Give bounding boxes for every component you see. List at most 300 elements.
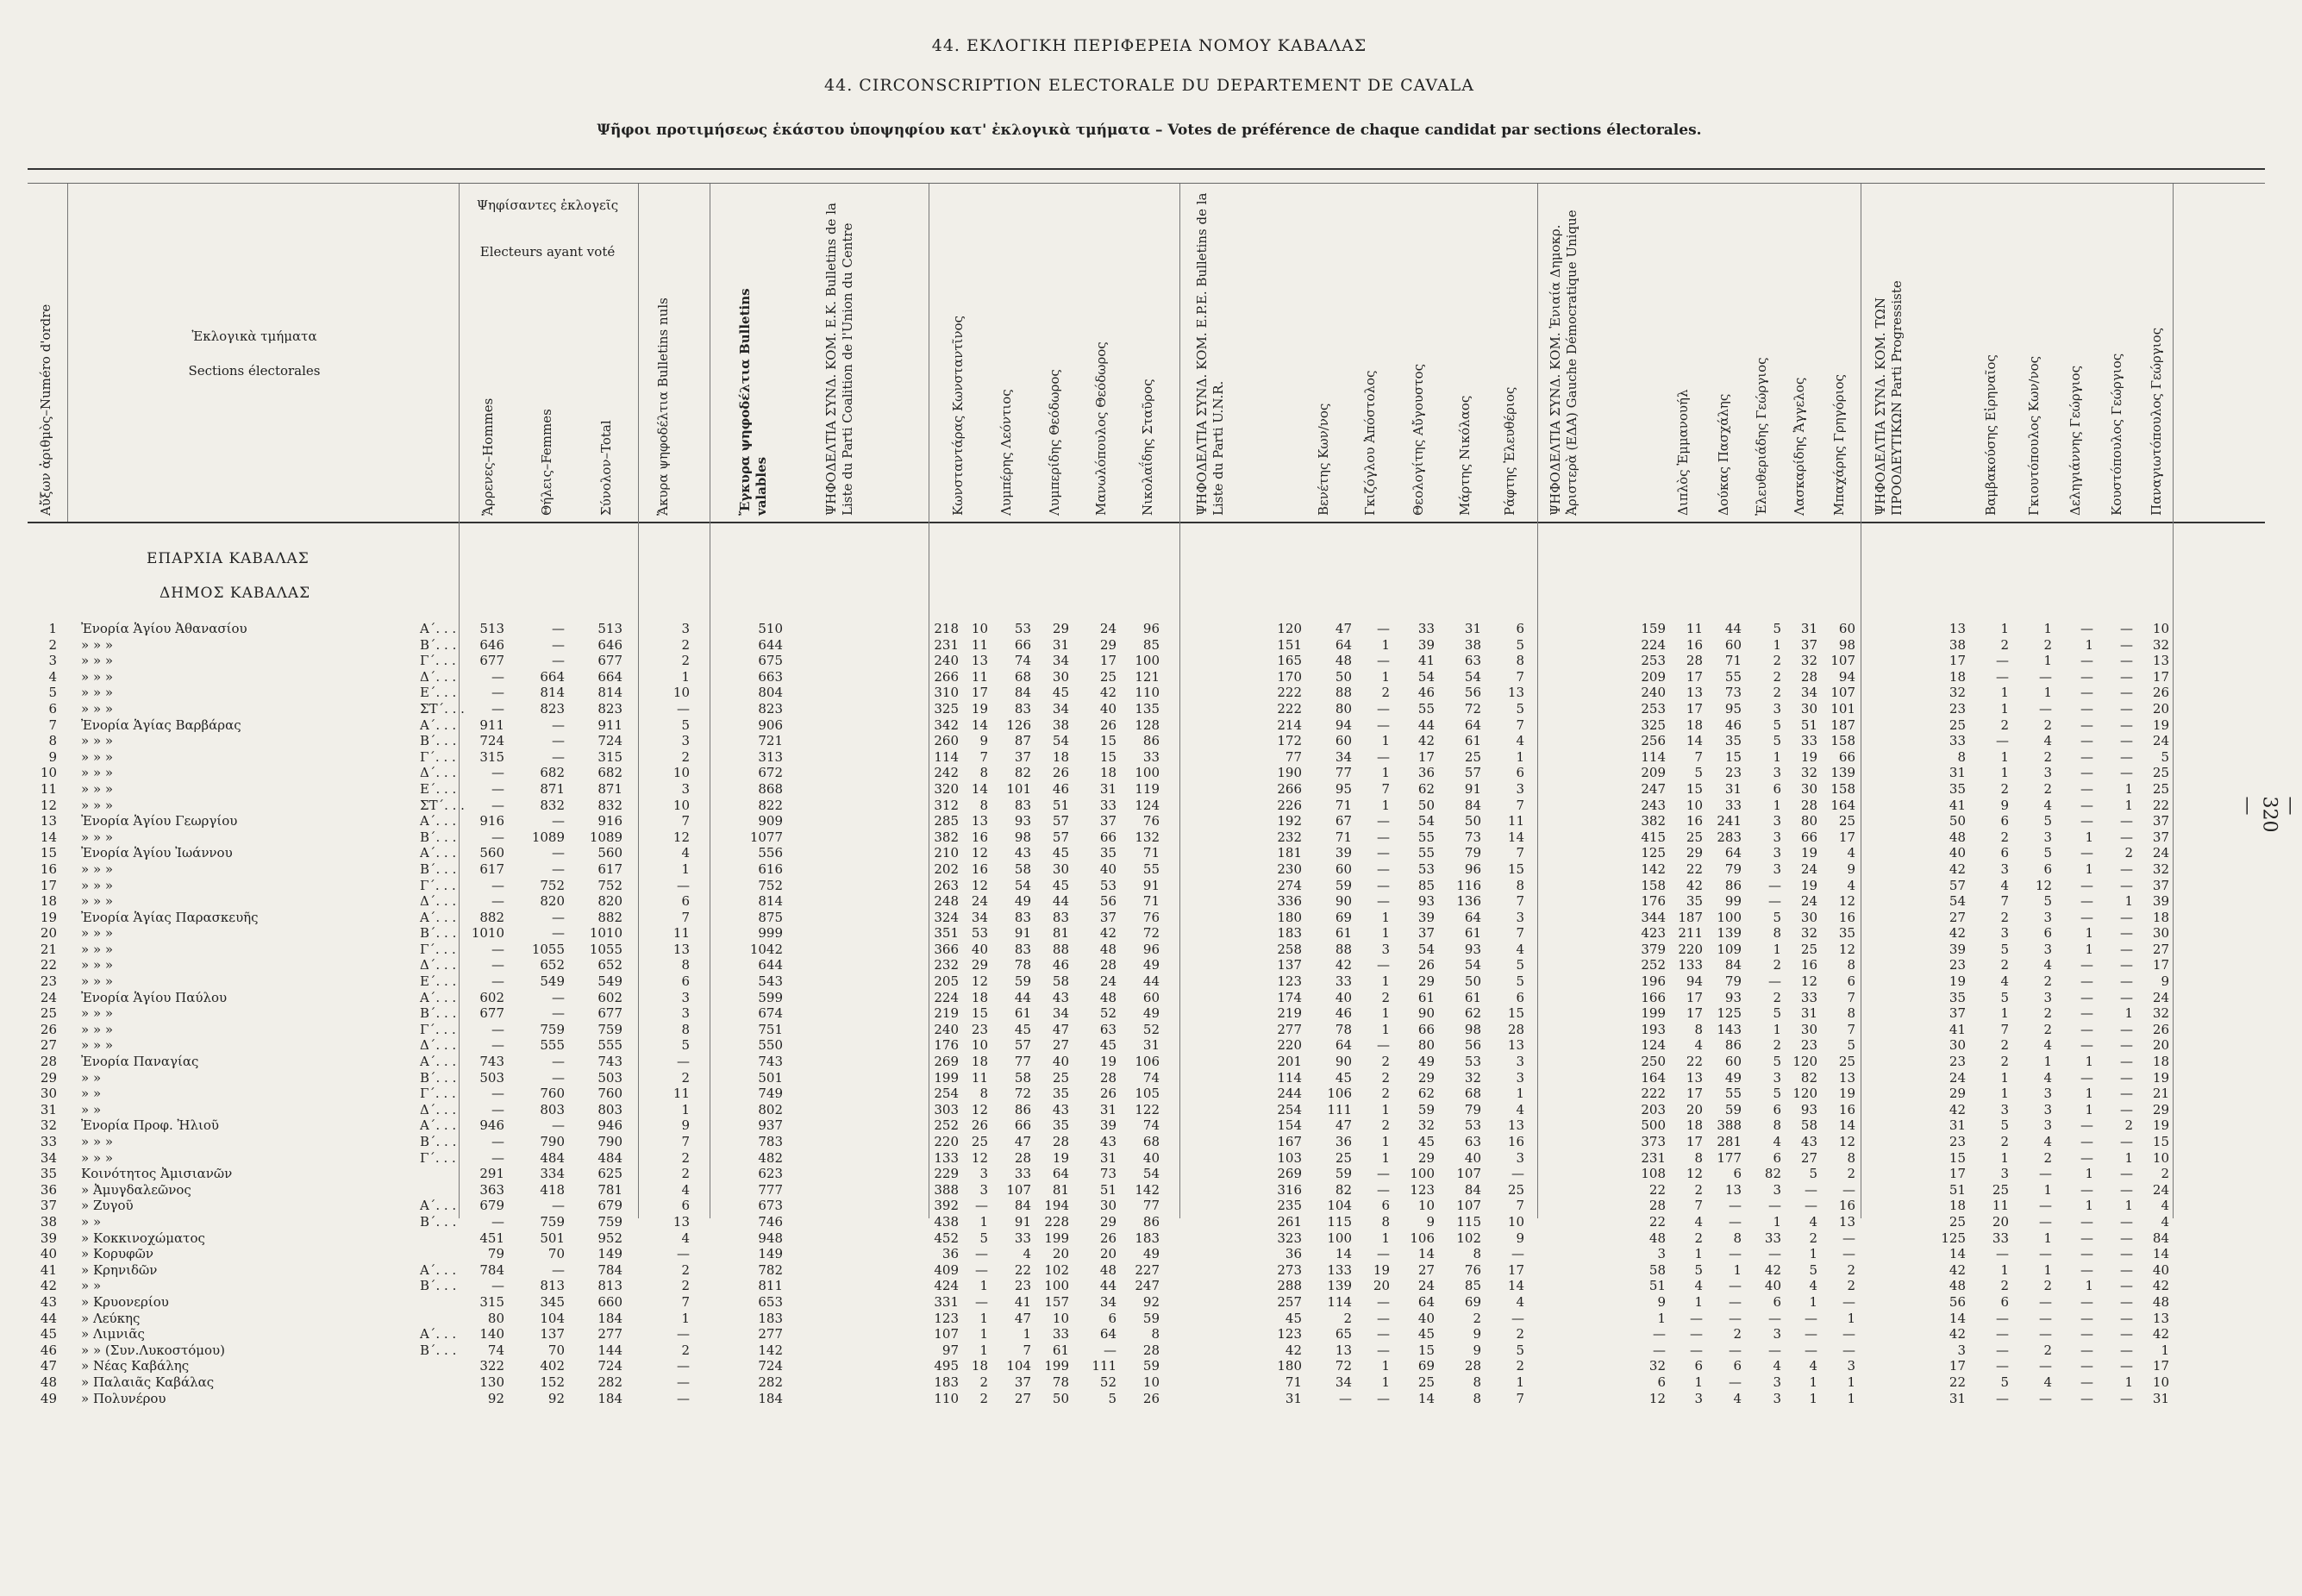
table-cell: 32 xyxy=(1648,1358,1666,1374)
table-cell: 93 xyxy=(1464,941,1481,957)
table-cell: 135 xyxy=(1135,700,1160,717)
table-cell: 123 xyxy=(934,1310,959,1326)
table-cell: 17 xyxy=(1686,1134,1703,1149)
table-cell: 1 xyxy=(1773,1021,1781,1037)
table-cell: 20 xyxy=(1992,1213,2009,1230)
table-cell: — xyxy=(2080,1021,2093,1037)
table-cell: 25 xyxy=(1335,1149,1352,1166)
table-cell: 746 xyxy=(758,1213,783,1230)
row-number: 6 xyxy=(48,700,57,717)
table-cell: 2 xyxy=(1773,1037,1781,1054)
table-cell: 29 xyxy=(1417,1069,1435,1086)
table-cell: 2 xyxy=(2000,1278,2009,1294)
table-cell: — xyxy=(1805,1326,1817,1343)
table-cell: 73 xyxy=(1724,685,1742,701)
section-name: » » » xyxy=(81,1134,114,1149)
section-name: » » (Συν.Λυκοστόμου) xyxy=(81,1342,226,1358)
table-cell: 679 xyxy=(479,1198,504,1214)
table-row xyxy=(28,669,2265,685)
table-cell: 33 xyxy=(1099,797,1117,813)
table-cell: — xyxy=(975,1293,988,1310)
row-number: 37 xyxy=(40,1198,57,1214)
table-cell: — xyxy=(552,748,565,765)
table-cell: — xyxy=(491,780,504,797)
table-cell: 7 xyxy=(1694,1198,1703,1214)
table-cell: 652 xyxy=(540,957,565,973)
table-cell: 3 xyxy=(681,1005,690,1022)
table-cell: 7 xyxy=(1516,797,1524,813)
table-cell: 5 xyxy=(2043,813,2052,829)
table-cell: 26 xyxy=(1417,957,1435,973)
table-cell: — xyxy=(2080,1230,2093,1246)
table-cell: 42 xyxy=(1949,1326,1966,1343)
table-cell: 804 xyxy=(758,685,783,701)
table-cell: 3 xyxy=(1773,765,1781,781)
table-cell: 2 xyxy=(2043,717,2052,733)
col-men: Ἄρρενες–Hommes xyxy=(480,397,496,516)
table-cell: 12 xyxy=(971,1149,988,1166)
table-cell: 226 xyxy=(1277,797,1302,813)
section-name: » Πολυνέρου xyxy=(81,1390,166,1406)
table-cell: 107 xyxy=(1456,1198,1481,1214)
table-cell: — xyxy=(491,941,504,957)
table-cell: — xyxy=(975,1246,988,1262)
table-cell: — xyxy=(1768,1342,1781,1358)
table-cell: 2 xyxy=(1847,1278,1855,1294)
col-eda-c3: Ἐλευθεριάδης Γεώργιος xyxy=(1754,357,1769,516)
table-cell: 664 xyxy=(597,668,622,685)
table-cell: 392 xyxy=(934,1198,959,1214)
table-row xyxy=(28,637,2265,654)
table-cell: 13 xyxy=(1949,621,1966,636)
table-cell: 16 xyxy=(1838,909,1855,925)
table-cell: 28 xyxy=(1014,1149,1031,1166)
table-cell: 617 xyxy=(597,861,622,877)
table-cell: 26 xyxy=(971,1117,988,1134)
table-cell: 51 xyxy=(1800,717,1817,733)
table-cell: 132 xyxy=(1135,829,1160,845)
table-cell: 158 xyxy=(1641,877,1666,893)
table-cell: 152 xyxy=(540,1374,565,1390)
table-cell: 142 xyxy=(1641,861,1666,877)
table-cell: 40 xyxy=(1142,1149,1160,1166)
table-cell: 50 xyxy=(1464,813,1481,829)
table-cell: — xyxy=(1842,1230,1855,1246)
table-cell: 79 xyxy=(1464,1101,1481,1117)
table-cell: 47 xyxy=(1052,1021,1069,1037)
table-cell: 3 xyxy=(1694,1390,1703,1406)
table-cell: 81 xyxy=(1052,925,1069,942)
table-cell: — xyxy=(1377,1342,1390,1358)
table-cell: 549 xyxy=(597,973,622,990)
table-cell: 227 xyxy=(1135,1261,1160,1278)
table-cell: 2 xyxy=(2000,636,2009,653)
table-cell: — xyxy=(552,861,565,877)
table-cell: 3 xyxy=(1847,1358,1855,1374)
table-cell: 9 xyxy=(681,1117,690,1134)
section-sub: Α΄. . . xyxy=(420,717,457,733)
table-cell: — xyxy=(2080,1261,2093,1278)
table-cell: 47 xyxy=(1014,1134,1031,1149)
table-cell: 63 xyxy=(1464,653,1481,669)
table-row xyxy=(28,685,2265,701)
table-cell: 2 xyxy=(1694,1181,1703,1198)
table-cell: 6 xyxy=(1516,989,1524,1005)
table-cell: 8 xyxy=(1694,1149,1703,1166)
table-cell: 325 xyxy=(1641,717,1666,733)
table-cell: 2 xyxy=(2000,717,2009,733)
table-row xyxy=(28,1070,2265,1086)
table-cell: 52 xyxy=(1099,1005,1117,1022)
table-cell: — xyxy=(2080,780,2093,797)
table-row xyxy=(28,1374,2265,1391)
table-cell: 69 xyxy=(1464,1293,1481,1310)
title-french: 44. CIRCONSCRIPTION ELECTORALE DU DEPARTEMENT DE CAVALA xyxy=(824,76,1474,95)
table-cell: 123 xyxy=(1277,1326,1302,1343)
table-cell: 6 xyxy=(681,1198,690,1214)
table-cell: 820 xyxy=(597,893,622,910)
table-cell: 2 xyxy=(681,636,690,653)
table-cell: 2 xyxy=(1773,989,1781,1005)
section-sub: Α΄. . . xyxy=(420,813,457,829)
table-cell: 107 xyxy=(1830,653,1855,669)
row-number: 49 xyxy=(40,1390,57,1406)
table-cell: 4 xyxy=(681,1181,690,1198)
table-cell: — xyxy=(491,1021,504,1037)
table-cell: 27 xyxy=(1417,1261,1435,1278)
table-cell: 71 xyxy=(1142,893,1160,910)
table-cell: 220 xyxy=(1678,941,1703,957)
table-cell: 90 xyxy=(1417,1005,1435,1022)
table-cell: — xyxy=(2120,1358,2133,1374)
table-cell: — xyxy=(1377,1326,1390,1343)
table-cell: 16 xyxy=(1686,636,1703,653)
col-ere-c4: Μάρτης Νικόλαος xyxy=(1457,395,1473,516)
table-cell: 916 xyxy=(479,813,504,829)
table-cell: — xyxy=(1842,1326,1855,1343)
table-cell: 3 xyxy=(1773,813,1781,829)
table-cell: 40 xyxy=(1764,1278,1781,1294)
table-cell: 4 xyxy=(1023,1246,1031,1262)
table-cell: 47 xyxy=(1014,1310,1031,1326)
table-cell: 25 xyxy=(1417,1374,1435,1390)
table-cell: 26 xyxy=(1099,717,1117,733)
table-cell: 7 xyxy=(1381,780,1390,797)
section-name: » » » xyxy=(81,780,114,797)
table-cell: 36 xyxy=(1335,1134,1352,1149)
table-cell: 1 xyxy=(1694,1246,1703,1262)
table-cell: 4 xyxy=(2043,797,2052,813)
table-cell: — xyxy=(2120,1069,2133,1086)
table-cell: 252 xyxy=(1641,957,1666,973)
table-cell: 3 xyxy=(1773,700,1781,717)
table-cell: 71 xyxy=(1142,845,1160,861)
table-cell: 1 xyxy=(1381,1358,1390,1374)
section-sub: Ε΄. . . xyxy=(420,780,457,797)
table-cell: 13 xyxy=(2152,653,2169,669)
table-cell: 721 xyxy=(758,733,783,749)
table-cell: 14 xyxy=(2152,1246,2169,1262)
table-cell: 543 xyxy=(758,973,783,990)
table-cell: 14 xyxy=(1949,1246,1966,1262)
table-cell: 617 xyxy=(479,861,504,877)
table-cell: 220 xyxy=(934,1134,959,1149)
table-cell: 556 xyxy=(758,845,783,861)
col-ek-c5: Νικολαΐδης Σταῦρος xyxy=(1140,379,1155,516)
section-sub: Γ΄. . . xyxy=(420,1149,456,1166)
table-cell: 247 xyxy=(1641,780,1666,797)
table-cell: — xyxy=(1377,717,1390,733)
table-cell: — xyxy=(1729,1293,1742,1310)
col-pp-c5: Παναγιωτόπουλος Γεώργιος xyxy=(2149,327,2164,516)
table-cell: 3 xyxy=(2043,1117,2052,1134)
table-cell: 266 xyxy=(934,668,959,685)
table-cell: 120 xyxy=(1792,1054,1817,1070)
row-number: 3 xyxy=(48,653,57,669)
table-cell: 46 xyxy=(1417,685,1435,701)
table-cell: 8 xyxy=(1516,653,1524,669)
table-cell: 159 xyxy=(1641,621,1666,636)
table-cell: 43 xyxy=(1800,1134,1817,1149)
table-cell: 38 xyxy=(1464,636,1481,653)
table-cell: 5 xyxy=(2000,1374,2009,1390)
table-cell: 3 xyxy=(1773,1069,1781,1086)
table-cell: 199 xyxy=(934,1069,959,1086)
table-cell: 240 xyxy=(934,1021,959,1037)
table-cell: 13 xyxy=(1686,1069,1703,1086)
table-cell: 752 xyxy=(597,877,622,893)
table-cell: — xyxy=(2120,1261,2133,1278)
table-cell: 100 xyxy=(1135,765,1160,781)
table-cell: 99 xyxy=(1724,893,1742,910)
table-cell: 503 xyxy=(479,1069,504,1086)
table-cell: 30 xyxy=(1949,1037,1966,1054)
table-cell: 101 xyxy=(1830,700,1855,717)
table-cell: 3 xyxy=(681,733,690,749)
table-cell: 37 xyxy=(1099,909,1117,925)
table-cell: — xyxy=(552,1261,565,1278)
table-cell: 211 xyxy=(1678,925,1703,942)
table-cell: 46 xyxy=(1724,717,1742,733)
table-cell: 73 xyxy=(1464,829,1481,845)
table-cell: 158 xyxy=(1830,780,1855,797)
table-cell: 25 xyxy=(2152,780,2169,797)
table-cell: — xyxy=(1690,1326,1703,1343)
table-cell: 183 xyxy=(1135,1230,1160,1246)
table-cell: 42 xyxy=(1949,861,1966,877)
table-cell: 790 xyxy=(540,1134,565,1149)
table-cell: 19 xyxy=(1800,845,1817,861)
section-name: » Παλαιᾶς Καβάλας xyxy=(81,1374,215,1390)
table-cell: — xyxy=(2080,957,2093,973)
table-cell: 166 xyxy=(1641,989,1666,1005)
table-cell: 257 xyxy=(1277,1293,1302,1310)
row-number: 11 xyxy=(40,780,57,797)
table-cell: 4 xyxy=(1516,733,1524,749)
table-cell: 78 xyxy=(1014,957,1031,973)
table-cell: 3 xyxy=(1773,1390,1781,1406)
table-cell: 3 xyxy=(1516,1149,1524,1166)
table-cell: — xyxy=(2120,1342,2133,1358)
table-cell: 8 xyxy=(1773,925,1781,942)
table-cell: 1 xyxy=(2000,621,2009,636)
table-cell: 8 xyxy=(979,797,988,813)
section-sub: Δ΄. . . xyxy=(420,765,457,781)
table-cell: 8 xyxy=(681,1021,690,1037)
table-cell: 2 xyxy=(2000,1037,2009,1054)
table-cell: 47 xyxy=(1335,621,1352,636)
table-cell: 76 xyxy=(1142,909,1160,925)
table-cell: 29 xyxy=(1949,1086,1966,1102)
table-cell: 193 xyxy=(1641,1021,1666,1037)
table-cell: 28 xyxy=(1686,653,1703,669)
table-cell: 170 xyxy=(1277,668,1302,685)
table-cell: 3 xyxy=(1381,941,1390,957)
table-row xyxy=(28,717,2265,734)
table-cell: 1 xyxy=(2124,1374,2133,1390)
table-cell: 45 xyxy=(1099,1037,1117,1054)
table-cell: 31 xyxy=(1724,780,1742,797)
table-cell: 229 xyxy=(934,1166,959,1182)
table-cell: 60 xyxy=(1142,989,1160,1005)
section-sub: Α΄. . . xyxy=(420,1198,457,1214)
section-sub: Γ΄. . . xyxy=(420,941,456,957)
table-row xyxy=(28,1214,2265,1230)
table-cell: 4 xyxy=(1773,1134,1781,1149)
table-cell: 31 xyxy=(1099,1101,1117,1117)
table-cell: 92 xyxy=(1142,1293,1160,1310)
table-cell: 677 xyxy=(597,653,622,669)
table-cell: 53 xyxy=(1099,877,1117,893)
table-cell: — xyxy=(2120,957,2133,973)
table-cell: 345 xyxy=(540,1293,565,1310)
table-cell: — xyxy=(2120,1246,2133,1262)
table-cell: 6 xyxy=(1516,765,1524,781)
table-cell: 644 xyxy=(758,957,783,973)
row-number: 14 xyxy=(40,829,57,845)
table-cell: 18 xyxy=(1949,668,1966,685)
col-pp-c2: Γκιουτόπουλος Κων/νος xyxy=(2026,355,2042,516)
table-cell: 24 xyxy=(1417,1278,1435,1294)
table-cell: 1 xyxy=(681,1101,690,1117)
table-cell: 1055 xyxy=(531,941,565,957)
table-cell: 814 xyxy=(758,893,783,910)
table-cell: 18 xyxy=(1052,748,1069,765)
table-cell: 199 xyxy=(1641,1005,1666,1022)
table-cell: 759 xyxy=(540,1213,565,1230)
table-cell: 10 xyxy=(1686,797,1703,813)
table-cell: 144 xyxy=(597,1342,622,1358)
section-name: » » xyxy=(81,1101,102,1117)
row-number: 36 xyxy=(40,1181,57,1198)
table-cell: — xyxy=(2120,925,2133,942)
table-cell: 8 xyxy=(979,1086,988,1102)
table-cell: — xyxy=(2080,733,2093,749)
row-number: 19 xyxy=(40,909,57,925)
table-cell: 199 xyxy=(1044,1230,1069,1246)
table-cell: 482 xyxy=(758,1149,783,1166)
table-cell: 5 xyxy=(1809,1261,1817,1278)
table-cell: 12 xyxy=(1648,1390,1666,1406)
table-cell: 1 xyxy=(979,1278,988,1294)
table-cell: 1 xyxy=(2085,1054,2093,1070)
table-cell: 513 xyxy=(597,621,622,636)
table-cell: 1 xyxy=(1381,909,1390,925)
table-cell: 1 xyxy=(2085,1101,2093,1117)
table-row xyxy=(28,878,2265,894)
table-cell: 17 xyxy=(1686,1005,1703,1022)
table-cell: 36 xyxy=(1417,765,1435,781)
table-cell: 501 xyxy=(540,1230,565,1246)
section-name: » » » xyxy=(81,653,114,669)
table-cell: 2 xyxy=(2000,909,2009,925)
table-cell: 5 xyxy=(1773,1086,1781,1102)
table-cell: 82 xyxy=(1764,1166,1781,1182)
table-cell: 139 xyxy=(1327,1278,1352,1294)
table-cell: 39 xyxy=(1099,1117,1117,1134)
table-cell: 1 xyxy=(2043,1181,2052,1198)
table-cell: 240 xyxy=(934,653,959,669)
table-cell: 222 xyxy=(1277,685,1302,701)
table-cell: 53 xyxy=(1464,1054,1481,1070)
table-cell: 120 xyxy=(1792,1086,1817,1102)
table-cell: 96 xyxy=(1142,941,1160,957)
table-cell: 15 xyxy=(1686,780,1703,797)
table-cell: 2 xyxy=(1473,1310,1481,1326)
table-cell: 325 xyxy=(934,700,959,717)
table-row xyxy=(28,798,2265,814)
table-cell: 424 xyxy=(934,1278,959,1294)
table-cell: 4 xyxy=(681,1230,690,1246)
table-cell: 12 xyxy=(971,877,988,893)
table-row xyxy=(28,781,2265,798)
table-cell: — xyxy=(2080,877,2093,893)
table-cell: 675 xyxy=(758,653,783,669)
table-cell: 137 xyxy=(1277,957,1302,973)
table-cell: 80 xyxy=(1335,700,1352,717)
table-cell: 24 xyxy=(1099,621,1117,636)
table-cell: 1 xyxy=(2043,1261,2052,1278)
table-cell: 37 xyxy=(2152,829,2169,845)
table-cell: — xyxy=(1511,1166,1524,1182)
table-cell: — xyxy=(2120,1021,2133,1037)
table-cell: 41 xyxy=(1949,1021,1966,1037)
section-eparchia: ΕΠΑΡΧΙΑ ΚΑΒΑΛΑΣ xyxy=(147,550,310,567)
table-cell: 27 xyxy=(1014,1390,1031,1406)
table-cell: — xyxy=(1729,1310,1742,1326)
table-cell: 253 xyxy=(1641,653,1666,669)
table-cell: 9 xyxy=(2000,797,2009,813)
table-cell: — xyxy=(2039,1326,2052,1343)
table-row xyxy=(28,1358,2265,1374)
table-cell: — xyxy=(1996,1326,2009,1343)
table-cell: 4 xyxy=(1516,1293,1524,1310)
table-cell: 18 xyxy=(1686,717,1703,733)
table-cell: 500 xyxy=(1641,1117,1666,1134)
table-cell: 674 xyxy=(758,1005,783,1022)
table-cell: 254 xyxy=(1277,1101,1302,1117)
table-cell: 2 xyxy=(2000,1134,2009,1149)
section-name: Ἐνορία Ἁγίου Ἰωάννου xyxy=(81,845,233,861)
table-cell: 495 xyxy=(934,1358,959,1374)
table-cell: 34 xyxy=(1052,653,1069,669)
table-cell: 29 xyxy=(1099,1213,1117,1230)
table-cell: — xyxy=(491,1278,504,1294)
table-cell: — xyxy=(2120,653,2133,669)
table-row xyxy=(28,1182,2265,1199)
table-cell: 8 xyxy=(1773,1117,1781,1134)
table-cell: 4 xyxy=(1516,941,1524,957)
